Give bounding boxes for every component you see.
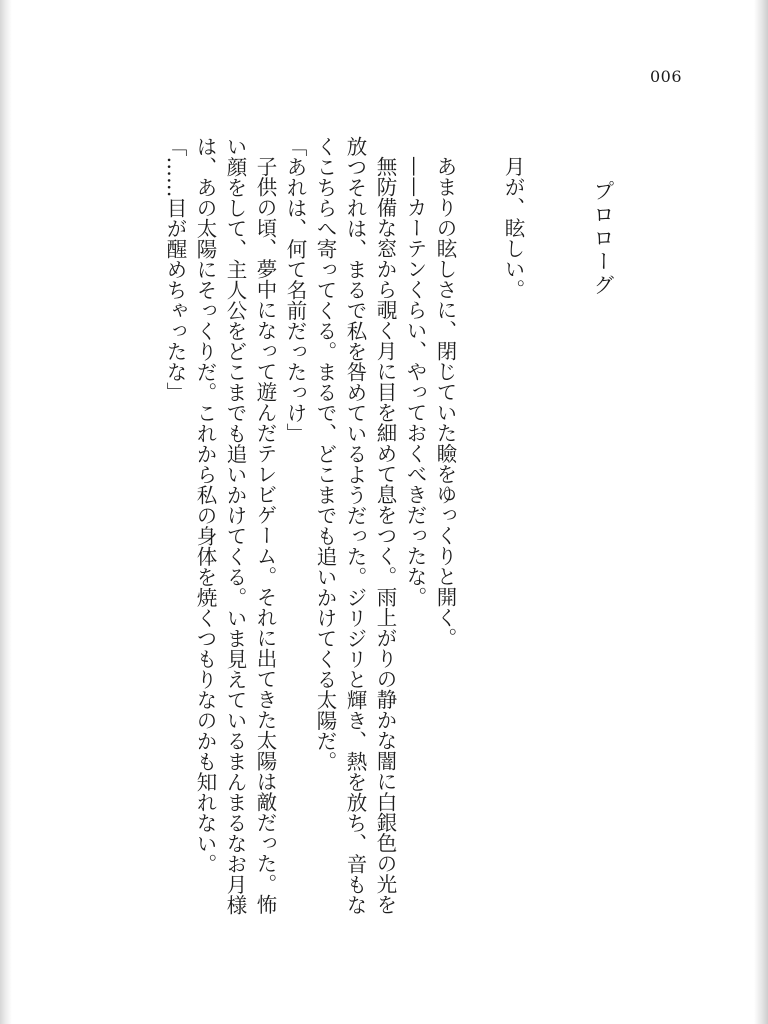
text-line: 放つそれは、まるで私を咎めているようだった。ジリジリと輝き、熱を放ち、音もな xyxy=(343,136,367,915)
dialogue-line: 「……目が醒めちゃったな」 xyxy=(163,136,187,403)
text-line: 子供の頃、夢中になって遊んだテレビゲーム。それに出てきた太陽は敵だった。怖 xyxy=(253,156,277,915)
dialogue-line: 「あれは、何て名前だったっけ」 xyxy=(283,136,307,444)
text-line: 無防備な窓から覗く月に目を細めて息をつく。雨上がりの静かな闇に白銀色の光を xyxy=(373,156,397,915)
page-edge-shadow-left xyxy=(0,0,12,1024)
text-line: あまりの眩しさに、閉じていた瞼をゆっくりと開く。 xyxy=(433,156,457,648)
text-line: い顔をして、主人公をどこまでも追いかけてくる。いま見えているまんまるなお月様 xyxy=(223,136,247,915)
chapter-title: プロローグ xyxy=(591,180,615,298)
page-edge-shadow-right xyxy=(754,0,768,1024)
page-number: 006 xyxy=(650,67,683,86)
text-line: くこちらへ寄ってくる。まるで、どこまでも追いかけてくる太陽だ。 xyxy=(313,136,337,772)
text-line: は、あの太陽にそっくりだ。これから私の身体を焼くつもりなのかも知れない。 xyxy=(193,136,217,874)
text-line: ——カーテンくらい、やっておくべきだったな。 xyxy=(403,156,427,607)
opening-line: 月が、眩しい。 xyxy=(501,156,525,300)
